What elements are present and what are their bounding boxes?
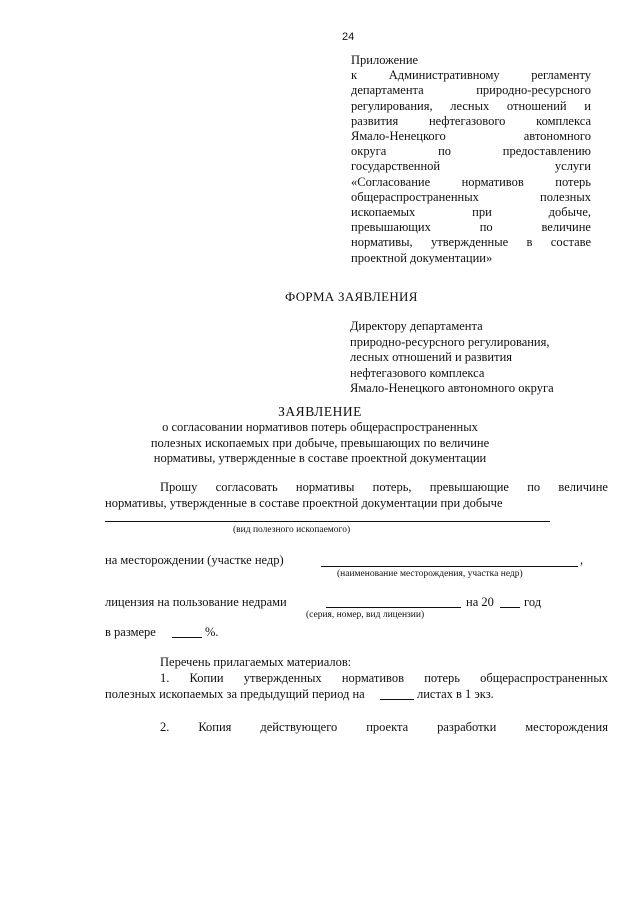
word: проекта [366,720,409,734]
appendix-title: Приложение [351,53,419,67]
appendix-word: «Согласование [351,174,431,189]
appendix-word: комплекса [536,113,591,128]
appendix-line [351,144,591,159]
word: потерь, [372,480,412,494]
license-year-field[interactable] [500,607,520,608]
amount-suffix: %. [205,625,219,639]
appendix-word: по [479,220,493,235]
amount-label: в размере [105,625,156,639]
form-title: ФОРМА ЗАЯВЛЕНИЯ [285,289,418,304]
license-hint: (серия, номер, вид лицензии) [306,610,425,620]
statement-subtitle-line: нормативы, утвержденные в составе проектной документации [153,451,487,465]
appendix-line [351,220,591,235]
appendix-line [351,114,591,129]
appendix-word: природно-ресурсного [476,83,591,98]
license-year-suffix: год [524,595,542,609]
appendix-word: величине [541,220,591,235]
page-number: 24 [342,31,355,43]
word: Копии [189,671,224,685]
appendix-word: регулирования, [351,98,433,113]
appendix-line [351,83,591,98]
word: превышающие [429,480,509,494]
appendix-word: по [438,144,452,159]
appendix-word: ископаемых [351,205,416,220]
word: по [527,480,541,494]
appendix-word: отношений [506,98,567,113]
statement-title: ЗАЯВЛЕНИЕ [278,404,362,419]
license-year-prefix: на 20 [466,595,494,609]
appendix-word: нормативов [461,174,524,189]
appendix-word: автономного [523,129,591,144]
appendix-line [351,68,591,83]
word: согласовать [215,480,278,494]
word: 1. [160,671,170,685]
appendix-line [351,190,591,205]
appendix-word: общераспространенных [351,189,479,204]
appendix-last-line: проектной документации» [351,250,493,265]
appendix-line [351,235,591,250]
addressee-line: нефтегазового комплекса [350,365,485,380]
word: Копия [198,720,232,734]
statement-subtitle-line: полезных ископаемых при добыче, превышающих по величине [150,435,490,450]
appendix-word: Административному [388,68,500,83]
word: общераспространенных [480,671,608,685]
word: разработки [437,720,497,734]
deposit-label: на месторождении (участке недр) [105,553,284,567]
word: Прошу [160,480,198,494]
appendix-line [351,205,591,220]
appendix-word: округа [351,144,387,159]
appendix-word: полезных [540,189,591,204]
appendix-line [351,129,591,144]
appendix-word: услуги [554,159,591,174]
addressee-line: лесных отношений и развития [350,350,513,364]
appendix-word: департамента [351,83,424,98]
appendix-word: предоставлению [502,144,591,159]
mineral-hint: (вид полезного ископаемого) [233,525,351,535]
appendix-word: составе [550,235,591,250]
deposit-comma: , [580,553,584,567]
word: действующего [260,720,338,734]
appendix-word: к [351,68,358,83]
appendix-word: в [526,235,533,250]
materials-title: Перечень прилагаемых материалов: [160,655,352,669]
word: 2. [160,720,170,734]
appendix-block [351,53,591,266]
materials-item-1-line-1 [160,671,608,686]
license-field[interactable] [326,607,461,608]
word: утвержденных [243,671,322,685]
appendix-word: регламенту [531,68,591,83]
appendix-word: добыче, [548,205,591,220]
addressee-line: Директору департамента [350,319,483,333]
appendix-word: государственной [351,159,441,174]
word: потерь [424,671,460,685]
request-line-1 [160,480,608,495]
statement-subtitle [0,420,640,467]
statement-subtitle-line: о согласовании нормативов потерь общераспространенных [162,420,478,434]
appendix-word: утвержденные [430,235,509,250]
appendix-word: нефтегазового [428,113,506,128]
materials-item-1-line-2-suffix: листах в 1 экз. [417,687,494,701]
appendix-word: развития [351,113,399,128]
appendix-word: нормативы, [351,235,413,250]
word: нормативов [341,671,405,685]
materials-item-1-line-2-prefix: полезных ископаемых за предыдущий период на [105,687,365,701]
word: величине [558,480,608,494]
license-label: лицензия на пользование недрами [105,595,287,609]
addressee-line: природно-ресурсного регулирования, [350,334,550,349]
appendix-word: потерь [555,174,591,189]
request-line-2: нормативы, утвержденные в составе проектной документации при добыче [105,496,503,510]
appendix-line [351,175,591,190]
materials-item-2 [160,720,608,735]
appendix-line [351,99,591,114]
deposit-field[interactable] [321,566,578,567]
appendix-word: лесных [450,98,490,113]
addressee-block [350,319,554,397]
appendix-lines [351,68,591,250]
appendix-word: Ямало-Ненецкого [351,129,446,144]
addressee-line: Ямало-Ненецкого автономного округа [350,381,554,395]
appendix-word: и [584,98,591,113]
appendix-word: при [472,205,492,220]
word: месторождения [525,720,608,734]
appendix-word: превышающих [351,220,431,235]
mineral-field[interactable] [105,521,550,522]
word: нормативы [295,480,355,494]
amount-field[interactable] [172,637,202,638]
deposit-hint: (наименование месторождения, участка недр) [337,569,523,579]
sheets-count-field[interactable] [380,699,414,700]
appendix-line [351,159,591,174]
